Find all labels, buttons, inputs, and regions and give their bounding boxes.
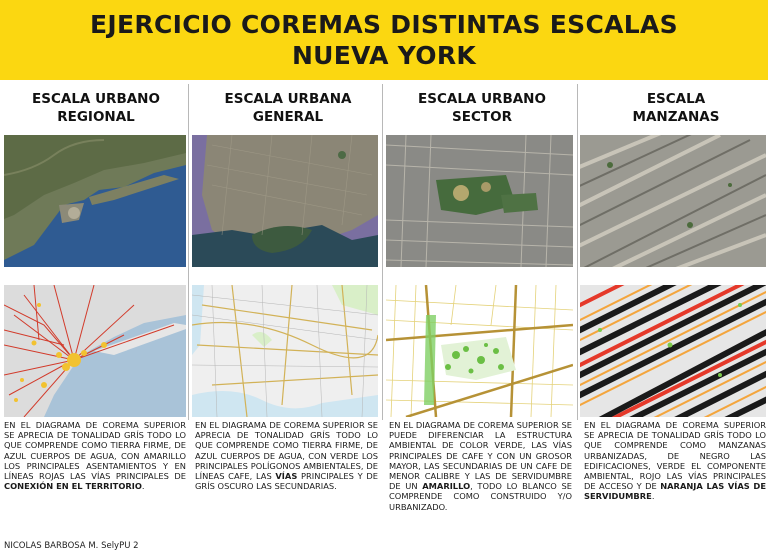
column-general [192, 80, 384, 540]
title-line-2: NUEVA YORK [291, 41, 477, 70]
description-text-manzanas: EN EL DIAGRAMA DE COREMA SUPERIOR SE APRECIA DE TONALIDAD GRÍS TODO LO QUE COMPRENDE COMO MANZANAS URBANIZADAS, DE NEGRO LAS EDIFICACIONES, VERDE EL COMPONENTE AMBIENTAL, ROJO LAS VÍAS PRINCIPALES DE ACCESO Y DE NARANJA LAS VÍAS DE SERVIDUMBRE. [584, 420, 766, 502]
column-heading: ESCALA URBANO SECTOR [418, 91, 546, 125]
corema-diagram-sector [386, 285, 573, 417]
satellite-image-regional [4, 135, 186, 267]
title-line-1: EJERCICIO COREMAS DISTINTAS ESCALAS [90, 10, 678, 39]
description-text-regional: EN EL DIAGRAMA DE COREMA SUPERIOR SE APRECIA DE TONALIDAD GRÍS TODO LO QUE COMPRENDE COMO TIERRA FIRME, DE AZUL CUERPOS DE AGUA, CON AMARILLO LOS PRINCIPALES ASENTAMIENTOS Y EN LÍNEAS ROJAS LAS VÍAS PRINCIPALES DE CONEXIÓN EN EL TERRITORIO. [4, 420, 186, 492]
title-banner [0, 0, 768, 80]
satellite-image-general [192, 135, 378, 267]
satellite-image-manzanas [580, 135, 766, 267]
description-text-sector: EN EL DIAGRAMA DE COREMA SUPERIOR SE PUEDE DIFERENCIAR LA ESTRUCTURA AMBIENTAL DE COLOR VERDE, LAS VÍAS PRINCIPALES DE CAFE Y CON UN GROSOR MAYOR, LAS SECUNDARIAS DE UN CAFE DE MENOR CALIBRE Y LAS DE SERVIDUMBRE DE UN AMARILLO, TODO LO BLANCO SE COMPRENDE COMO CONSTRUIDO Y/O URBANIZADO. [389, 420, 572, 512]
column-sector [386, 80, 578, 540]
corema-diagram-manzanas [580, 285, 766, 417]
column-regional [0, 80, 192, 540]
corema-diagram-regional [4, 285, 186, 417]
column-heading: ESCALA URBANO REGIONAL [32, 91, 160, 125]
author-footer: NICOLAS BARBOSA M. SelyPU 2 [4, 541, 139, 551]
satellite-image-sector [386, 135, 573, 267]
corema-diagram-general [192, 285, 378, 417]
column-heading: ESCALA MANZANAS [632, 91, 720, 125]
column-heading: ESCALA URBANA GENERAL [224, 91, 352, 125]
description-text-general: EN EL DIAGRAMA DE COREMA SUPERIOR SE APRECIA DE TONALIDAD GRÍS TODO LO QUE COMPRENDE COMO TIERRA FIRME, DE AZUL CUERPOS DE AGUA, CON VERDE LOS PRINCIPALES POLÍGONOS AMBIENTALES, DE LÍNEAS CAFE, LAS VÍAS PRINCIPALES Y DE GRÍS OSCURO LAS SECUNDARIAS. [195, 420, 378, 492]
column-manzanas [580, 80, 768, 540]
